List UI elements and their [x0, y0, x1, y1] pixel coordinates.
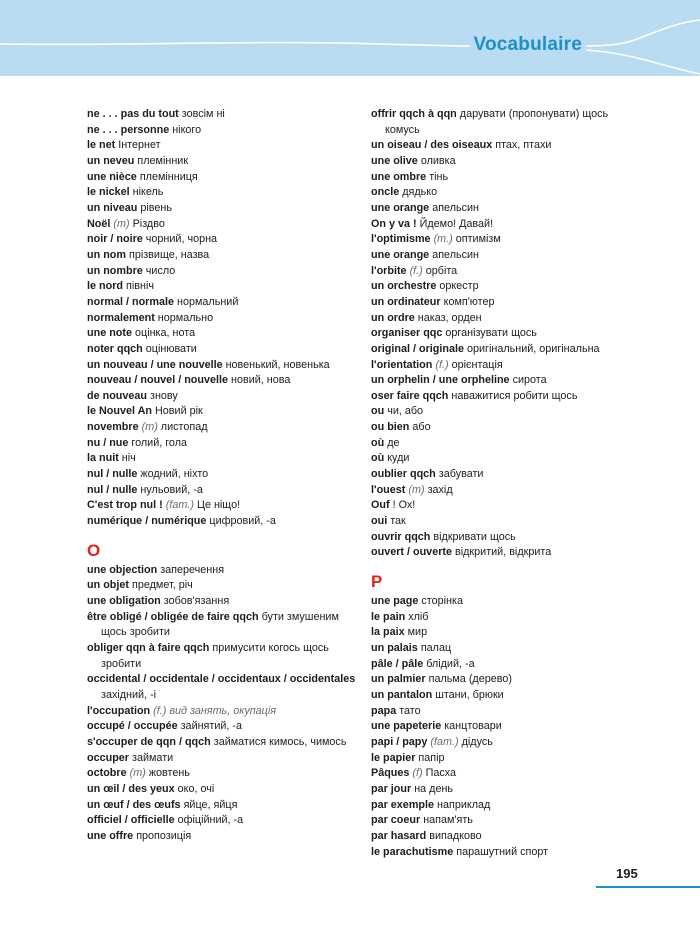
vocab-entry: [371, 530, 633, 546]
french-term: organiser qqc: [371, 327, 443, 340]
ukrainian-translation: племінник: [137, 154, 189, 167]
ukrainian-translation: жодний, ніхто: [140, 468, 209, 481]
left-column: [87, 107, 359, 845]
ukrainian-translation: рівень: [140, 201, 173, 214]
vocab-entry: [371, 514, 633, 530]
ukrainian-translation: зобов'язання: [163, 595, 230, 608]
vocab-entry: [87, 514, 359, 530]
ukrainian-translation: дарувати (пропонувати) щось: [459, 108, 609, 120]
ukrainian-translation: бути змушеним: [261, 610, 339, 623]
grammar-note: (m): [141, 421, 158, 434]
vocab-entry: [87, 404, 359, 420]
vocab-entry: [371, 625, 633, 641]
vocab-entry: [87, 358, 359, 374]
vocab-entry: [371, 483, 633, 499]
french-term: un oiseau / des oiseaux: [371, 139, 493, 152]
ukrainian-translation: око, очі: [177, 782, 215, 795]
french-term: C'est trop nul !: [87, 499, 163, 512]
french-term: un ordinateur: [371, 295, 441, 308]
vocab-entry: [371, 845, 633, 861]
vocab-entry: [87, 498, 359, 514]
ukrainian-translation: випадково: [429, 829, 482, 842]
ukrainian-translation: північ: [126, 280, 154, 293]
ukrainian-translation: канцтовари: [444, 720, 502, 733]
grammar-note: (m): [408, 483, 425, 496]
ukrainian-translation: дідусь: [461, 735, 493, 748]
french-term: le nickel: [87, 186, 130, 199]
vocab-entry: [371, 829, 633, 845]
grammar-note: (m): [129, 767, 146, 780]
ukrainian-translation: Інтернет: [118, 139, 161, 152]
ukrainian-translation: Різдво: [132, 217, 165, 230]
vocab-entry: [87, 467, 359, 483]
page-number-rule: [596, 864, 700, 888]
vocab-entry: [87, 751, 359, 767]
french-term: occuper: [87, 751, 130, 764]
vocab-entry: [87, 594, 359, 610]
vocab-entry: [87, 451, 359, 467]
vocab-entry: [371, 373, 633, 389]
ukrainian-translation: ніч: [121, 452, 136, 465]
french-term: de nouveau: [87, 389, 147, 402]
french-term: le nord: [87, 280, 123, 293]
french-term: le pain: [371, 610, 406, 623]
vocab-entry: [87, 138, 359, 154]
vocab-entry: [87, 641, 359, 672]
french-term: une nièce: [87, 170, 137, 183]
vocab-entry: [87, 719, 359, 735]
ukrainian-translation: нормально: [157, 311, 214, 324]
french-term: ou: [371, 405, 385, 418]
vocab-entry: [87, 326, 359, 342]
vocab-entry: [87, 735, 359, 751]
ukrainian-translation: штани, брюки: [435, 688, 504, 701]
vocab-entry: [87, 279, 359, 295]
translation-continuation: щось зробити: [101, 626, 170, 639]
ukrainian-translation: чи, або: [387, 405, 424, 418]
vocab-entry: [371, 751, 633, 767]
french-term: s'occuper de qqn / qqch: [87, 735, 211, 748]
ukrainian-translation: тато: [399, 704, 421, 717]
vocab-entry: [371, 766, 633, 782]
vocab-entry: [87, 342, 359, 358]
vocab-entry: [87, 232, 359, 248]
vocab-entry: [371, 311, 633, 327]
ukrainian-translation: нікель: [132, 186, 164, 199]
vocab-entry: [371, 657, 633, 673]
french-term: par jour: [371, 782, 412, 795]
vocab-entry: [87, 672, 359, 703]
vocab-entry: [87, 389, 359, 405]
ukrainian-translation: оркестр: [439, 280, 479, 293]
ukrainian-translation: наважитися робити щось: [451, 389, 578, 402]
french-term: Ouf: [371, 499, 390, 512]
vocab-entry: [371, 185, 633, 201]
vocab-entry: [371, 389, 633, 405]
french-term: l'ouest: [371, 483, 406, 496]
translation-continuation: зробити: [101, 657, 142, 670]
ukrainian-translation: сирота: [512, 374, 547, 387]
french-term: une note: [87, 327, 132, 340]
ukrainian-translation: комп'ютер: [443, 295, 495, 308]
vocab-entry: [87, 578, 359, 594]
ukrainian-translation: куди: [387, 452, 410, 465]
ukrainian-translation: Пасха: [425, 767, 457, 780]
french-term: le Nouvel An: [87, 405, 152, 418]
vocab-entry: [371, 798, 633, 814]
ukrainian-translation: Йдемо! Давай!: [419, 217, 494, 230]
vocab-entry: [371, 264, 633, 280]
vocab-entry: [371, 436, 633, 452]
french-term: officiel / officielle: [87, 814, 175, 827]
ukrainian-translation: дядько: [402, 186, 438, 199]
ukrainian-translation: знову: [150, 389, 178, 402]
vocab-entry: [371, 719, 633, 735]
ukrainian-translation: на день: [414, 782, 454, 795]
grammar-note: (m.): [433, 233, 453, 246]
ukrainian-translation: апельсин: [432, 248, 480, 261]
vocab-entry: [371, 170, 633, 186]
french-term: novembre: [87, 421, 139, 434]
ukrainian-translation: пальма (дерево): [428, 673, 512, 686]
vocab-entry: [87, 610, 359, 641]
french-term: noir / noire: [87, 233, 143, 246]
french-term: un orchestre: [371, 280, 437, 293]
vocab-entry: [87, 704, 359, 720]
vocab-entry: [371, 610, 633, 626]
french-term: un œil / des yeux: [87, 782, 175, 795]
french-term: une orange: [371, 248, 430, 261]
ukrainian-translation: відкривати щось: [433, 530, 516, 543]
vocab-entry: [87, 813, 359, 829]
ukrainian-translation: офіційний, -а: [177, 814, 244, 827]
ukrainian-translation: апельсин: [432, 201, 480, 214]
french-term: nul / nulle: [87, 483, 138, 496]
ukrainian-translation: Новий рік: [155, 405, 203, 418]
vocab-entry: [87, 185, 359, 201]
vocab-entry: [87, 311, 359, 327]
vocab-entry: [371, 688, 633, 704]
vocab-entry: [371, 295, 633, 311]
ukrainian-translation: зовсім ні: [181, 108, 225, 120]
vocab-entry: [371, 735, 633, 751]
ukrainian-translation: заперечення: [160, 563, 225, 576]
ukrainian-translation: наприклад: [437, 798, 491, 811]
french-term: offrir qqch à qqn: [371, 108, 457, 120]
vocab-entry: [87, 154, 359, 170]
ukrainian-translation: мир: [407, 626, 428, 639]
french-term: un nouveau / une nouvelle: [87, 358, 223, 371]
vocab-entry: [371, 154, 633, 170]
vocab-entry: [87, 798, 359, 814]
vocab-entry: [87, 436, 359, 452]
ukrainian-translation: нормальний: [177, 295, 239, 308]
french-term: l'orbite: [371, 264, 407, 277]
french-term: où: [371, 436, 385, 449]
french-term: un œuf / des œufs: [87, 798, 181, 811]
french-term: par coeur: [371, 814, 421, 827]
french-term: octobre: [87, 767, 127, 780]
french-term: Noël: [87, 217, 111, 230]
french-term: ouvert / ouverte: [371, 546, 452, 559]
french-term: oncle: [371, 186, 400, 199]
ukrainian-translation: племінниця: [139, 170, 198, 183]
french-term: le net: [87, 139, 116, 152]
french-term: par exemple: [371, 798, 435, 811]
ukrainian-translation: прізвище, назва: [128, 248, 210, 261]
vocab-entry: [371, 138, 633, 154]
vocab-entry: [371, 782, 633, 798]
vocab-entry: [87, 782, 359, 798]
ukrainian-translation: новенький, новенька: [225, 358, 330, 371]
vocab-entry: [371, 326, 633, 342]
ukrainian-translation: яйце, яйця: [183, 798, 238, 811]
vocab-entry: [371, 217, 633, 233]
vocab-entry: [87, 766, 359, 782]
vocab-entry: [371, 232, 633, 248]
french-term: ne . . . personne: [87, 123, 170, 136]
vocab-entry: [371, 342, 633, 358]
french-term: une ombre: [371, 170, 427, 183]
page-number: 195: [616, 866, 638, 881]
ukrainian-translation: пропозиція: [136, 829, 192, 842]
french-term: un nom: [87, 248, 126, 261]
vocab-entry: [371, 107, 633, 138]
vocab-entry: [371, 498, 633, 514]
ukrainian-translation: орбіта: [425, 264, 458, 277]
vocab-entry: [87, 217, 359, 233]
french-term: un neveu: [87, 154, 135, 167]
french-term: un orphelin / une orpheline: [371, 374, 510, 387]
vocab-entry: [371, 420, 633, 436]
ukrainian-translation: напам'ять: [423, 814, 473, 827]
section-title: Vocabulaire: [473, 34, 582, 55]
french-term: un ordre: [371, 311, 415, 324]
french-term: un pantalon: [371, 688, 433, 701]
header-band: [0, 0, 700, 76]
translation-continuation: західний, -і: [101, 688, 157, 701]
french-term: une obligation: [87, 595, 161, 608]
ukrainian-translation: займати: [132, 751, 174, 764]
french-term: une orange: [371, 201, 430, 214]
french-term: ne . . . pas du tout: [87, 108, 179, 120]
ukrainian-translation: або: [412, 421, 431, 434]
french-term: un palmier: [371, 673, 426, 686]
ukrainian-translation: примусити когось щось: [212, 642, 329, 654]
french-term: l'occupation: [87, 704, 151, 717]
vocab-entry: [371, 467, 633, 483]
grammar-note: (m): [113, 217, 130, 230]
ukrainian-translation: птах, птахи: [495, 139, 552, 152]
vocab-entry: [87, 170, 359, 186]
french-term: le papier: [371, 751, 416, 764]
ukrainian-translation: листопад: [160, 421, 208, 434]
ukrainian-translation: парашутний спорт: [456, 845, 549, 858]
vocab-entry: [87, 420, 359, 436]
vocab-entry: [371, 358, 633, 374]
ukrainian-translation: наказ, орден: [417, 311, 482, 324]
french-term: un niveau: [87, 201, 138, 214]
french-term: papi / papy: [371, 735, 428, 748]
ukrainian-translation: новий, нова: [231, 374, 291, 387]
ukrainian-translation: забувати: [438, 468, 484, 481]
french-term: un palais: [371, 642, 418, 654]
french-term: occidental / occidentale / occidentaux / occidentales: [87, 673, 356, 686]
ukrainian-translation: так: [390, 515, 406, 528]
right-column: [371, 107, 633, 860]
french-term: une olive: [371, 154, 418, 167]
grammar-note: (fam.): [165, 499, 194, 512]
french-term: le parachutisme: [371, 845, 454, 858]
french-term: ouvrir qqch: [371, 530, 431, 543]
vocab-entry: [371, 672, 633, 688]
french-term: Pâques: [371, 767, 410, 780]
french-term: normalement: [87, 311, 155, 324]
grammar-note: (f.): [435, 358, 449, 371]
french-term: une objection: [87, 563, 158, 576]
translation-continuation: комусь: [385, 123, 420, 136]
vocab-entry: [87, 264, 359, 280]
ukrainian-translation: жовтень: [148, 767, 190, 780]
ukrainian-translation: оптимізм: [455, 233, 501, 246]
vocab-entry: [371, 594, 633, 610]
vocab-entry: [87, 295, 359, 311]
french-term: original / originale: [371, 342, 464, 355]
ukrainian-translation: цифровий, -а: [209, 515, 276, 528]
french-term: oui: [371, 515, 388, 528]
vocab-entry: [371, 813, 633, 829]
french-term: l'orientation: [371, 358, 433, 371]
ukrainian-translation: оцінювати: [145, 342, 197, 355]
grammar-note: (f.): [409, 264, 423, 277]
section-letter: P: [371, 572, 383, 592]
french-term: la nuit: [87, 452, 119, 465]
french-term: une page: [371, 595, 419, 608]
french-term: pâle / pâle: [371, 657, 424, 670]
ukrainian-translation: папір: [418, 751, 445, 764]
ukrainian-translation: ! Ох!: [392, 499, 416, 512]
ukrainian-translation: хліб: [408, 610, 429, 623]
ukrainian-translation: нікого: [172, 123, 202, 136]
vocab-entry: [371, 641, 633, 657]
french-term: normal / normale: [87, 295, 174, 308]
ukrainian-translation: займатися кимось, чимось: [213, 735, 347, 748]
vocab-entry: [87, 373, 359, 389]
vocab-entry: [371, 248, 633, 264]
vocab-entry: [371, 404, 633, 420]
ukrainian-translation: голий, гола: [131, 436, 187, 449]
french-term: numérique / numérique: [87, 515, 207, 528]
french-term: une papeterie: [371, 720, 442, 733]
french-term: la paix: [371, 626, 405, 639]
vocab-entry: [87, 107, 359, 123]
french-term: l'optimisme: [371, 233, 431, 246]
french-term: nu / nue: [87, 436, 129, 449]
ukrainian-translation: орієнтація: [451, 358, 503, 371]
french-term: oublier qqch: [371, 468, 436, 481]
vocab-entry: [371, 279, 633, 295]
grammar-note: (fam.): [430, 735, 459, 748]
french-term: un objet: [87, 579, 129, 592]
grammar-note: (f): [412, 767, 423, 780]
vocab-entry: [87, 829, 359, 845]
french-term: On y va !: [371, 217, 417, 230]
vocab-entry: [87, 483, 359, 499]
vocab-entry: [87, 248, 359, 264]
ukrainian-translation: палац: [420, 642, 452, 654]
french-term: être obligé / obligée de faire qqch: [87, 610, 259, 623]
ukrainian-translation: нульовий, -а: [140, 483, 203, 496]
ukrainian-translation: зайнятий, -а: [180, 720, 243, 733]
vocab-entry: [87, 123, 359, 139]
vocab-entry: [371, 545, 633, 561]
french-term: nouveau / nouvel / nouvelle: [87, 374, 228, 387]
ukrainian-translation: блідий, -а: [426, 657, 475, 670]
french-term: nul / nulle: [87, 468, 138, 481]
ukrainian-translation: Це ніщо!: [196, 499, 241, 512]
ukrainian-translation: де: [387, 436, 400, 449]
ukrainian-translation: предмет, річ: [131, 579, 193, 592]
french-term: occupé / occupée: [87, 720, 178, 733]
vocab-entry: [87, 201, 359, 217]
french-term: ou bien: [371, 421, 410, 434]
vocab-entry: [371, 451, 633, 467]
french-term: oser faire qqch: [371, 389, 449, 402]
french-term: par hasard: [371, 829, 427, 842]
ukrainian-translation: сторінка: [421, 595, 463, 608]
ukrainian-translation: організувати щось: [445, 327, 537, 340]
ukrainian-translation: оригінальний, оригінальна: [467, 342, 600, 355]
ukrainian-translation: чорний, чорна: [145, 233, 218, 246]
vocab-entry: [371, 704, 633, 720]
grammar-note: (f.) вид занять, окупація: [153, 704, 277, 717]
ukrainian-translation: число: [145, 264, 176, 277]
french-term: papa: [371, 704, 397, 717]
ukrainian-translation: оливка: [420, 154, 456, 167]
vocab-entry: [87, 563, 359, 579]
french-term: noter qqch: [87, 342, 143, 355]
french-term: obliger qqn à faire qqch: [87, 642, 210, 654]
wave-decoration: [0, 0, 700, 76]
french-term: où: [371, 452, 385, 465]
ukrainian-translation: оцінка, нота: [135, 327, 196, 340]
ukrainian-translation: тінь: [429, 170, 449, 183]
french-term: un nombre: [87, 264, 143, 277]
section-letter: O: [87, 540, 101, 560]
ukrainian-translation: відкритий, відкрита: [455, 546, 552, 559]
ukrainian-translation: захід: [427, 483, 453, 496]
vocab-entry: [371, 201, 633, 217]
french-term: une offre: [87, 829, 134, 842]
